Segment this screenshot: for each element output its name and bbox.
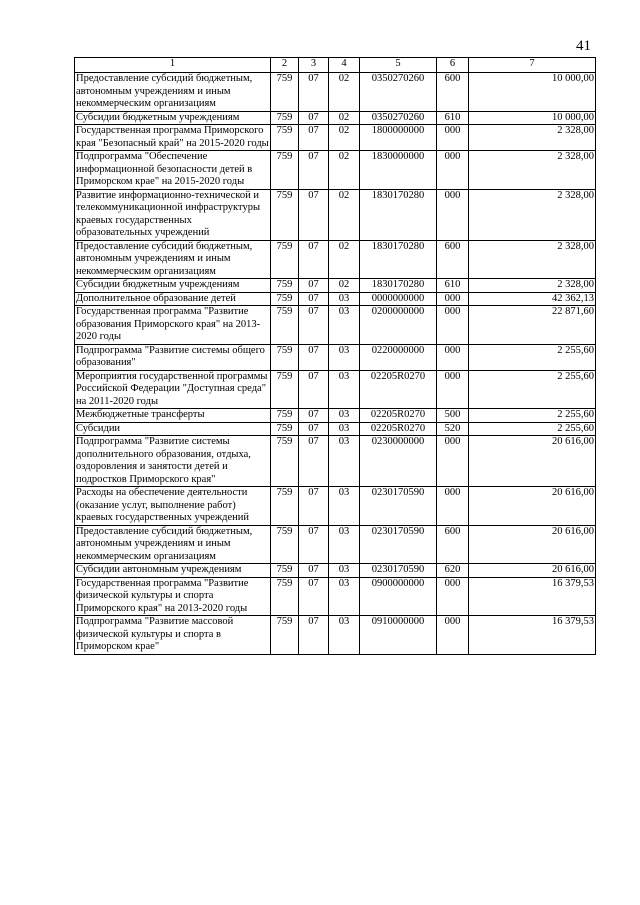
- row-admin-code: 759: [271, 189, 299, 240]
- row-subsection: 03: [329, 436, 360, 487]
- row-admin-code: 759: [271, 422, 299, 436]
- row-subsection: 03: [329, 344, 360, 370]
- row-subsection: 02: [329, 73, 360, 112]
- row-admin-code: 759: [271, 564, 299, 578]
- header-col-3: 3: [299, 58, 329, 73]
- row-subsection: 03: [329, 422, 360, 436]
- row-amount: 10 000,00: [469, 111, 596, 125]
- table-row: [75, 525, 596, 564]
- row-subsection: 03: [329, 577, 360, 616]
- row-name: Предоставление субсидий бюджетным, автономным учреждениям и иным некоммерческим организациям: [75, 73, 271, 112]
- row-name: Подпрограмма "Развитие системы общего образования": [75, 344, 271, 370]
- row-expense-type: 620: [437, 564, 469, 578]
- row-name: Субсидии бюджетным учреждениям: [75, 279, 271, 293]
- row-admin-code: 759: [271, 111, 299, 125]
- row-target-article: 0230170590: [360, 525, 437, 564]
- row-target-article: 0200000000: [360, 306, 437, 345]
- row-section: 07: [299, 111, 329, 125]
- row-target-article: 0900000000: [360, 577, 437, 616]
- header-col-6: 6: [437, 58, 469, 73]
- row-admin-code: 759: [271, 292, 299, 306]
- row-admin-code: 759: [271, 616, 299, 655]
- row-name: Субсидии автономным учреждениям: [75, 564, 271, 578]
- row-name: Межбюджетные трансферты: [75, 409, 271, 423]
- table-row: [75, 616, 596, 655]
- row-subsection: 02: [329, 189, 360, 240]
- row-admin-code: 759: [271, 525, 299, 564]
- row-subsection: 03: [329, 370, 360, 409]
- table-row: [75, 487, 596, 526]
- row-admin-code: 759: [271, 344, 299, 370]
- row-amount: 2 328,00: [469, 151, 596, 190]
- row-section: 07: [299, 564, 329, 578]
- row-name: Государственная программа "Развитие образования Приморского края" на 2013-2020 годы: [75, 306, 271, 345]
- row-amount: 20 616,00: [469, 564, 596, 578]
- row-amount: 22 871,60: [469, 306, 596, 345]
- row-amount: 16 379,53: [469, 616, 596, 655]
- row-expense-type: 600: [437, 240, 469, 279]
- row-target-article: 0230000000: [360, 436, 437, 487]
- row-expense-type: 000: [437, 306, 469, 345]
- row-expense-type: 610: [437, 279, 469, 293]
- row-admin-code: 759: [271, 279, 299, 293]
- row-target-article: 02205R0270: [360, 409, 437, 423]
- row-section: 07: [299, 422, 329, 436]
- row-subsection: 03: [329, 306, 360, 345]
- row-section: 07: [299, 344, 329, 370]
- table-row: [75, 436, 596, 487]
- row-target-article: 1830170280: [360, 189, 437, 240]
- table-row: [75, 125, 596, 151]
- table-row: [75, 370, 596, 409]
- row-admin-code: 759: [271, 240, 299, 279]
- table-row: [75, 409, 596, 423]
- row-expense-type: 000: [437, 487, 469, 526]
- row-expense-type: 000: [437, 189, 469, 240]
- row-admin-code: 759: [271, 306, 299, 345]
- row-expense-type: 000: [437, 292, 469, 306]
- row-expense-type: 610: [437, 111, 469, 125]
- row-target-article: 0350270260: [360, 73, 437, 112]
- table-row: [75, 564, 596, 578]
- row-target-article: 1830000000: [360, 151, 437, 190]
- row-section: 07: [299, 370, 329, 409]
- header-col-1: 1: [75, 58, 271, 73]
- header-col-5: 5: [360, 58, 437, 73]
- table-row: [75, 306, 596, 345]
- row-expense-type: 520: [437, 422, 469, 436]
- row-amount: 2 328,00: [469, 125, 596, 151]
- row-expense-type: 000: [437, 370, 469, 409]
- row-subsection: 03: [329, 409, 360, 423]
- row-expense-type: 600: [437, 73, 469, 112]
- row-expense-type: 000: [437, 151, 469, 190]
- row-section: 07: [299, 292, 329, 306]
- row-target-article: 0910000000: [360, 616, 437, 655]
- row-section: 07: [299, 616, 329, 655]
- table-row: [75, 577, 596, 616]
- row-amount: 2 328,00: [469, 240, 596, 279]
- header-col-4: 4: [329, 58, 360, 73]
- row-subsection: 03: [329, 564, 360, 578]
- row-name: Расходы на обеспечение деятельности (оказание услуг, выполнение работ) краевых государственных учреждений: [75, 487, 271, 526]
- row-target-article: 1800000000: [360, 125, 437, 151]
- row-target-article: 0350270260: [360, 111, 437, 125]
- row-name: Предоставление субсидий бюджетным, автономным учреждениям и иным некоммерческим организациям: [75, 240, 271, 279]
- row-section: 07: [299, 306, 329, 345]
- row-admin-code: 759: [271, 409, 299, 423]
- row-amount: 2 255,60: [469, 370, 596, 409]
- row-expense-type: 000: [437, 577, 469, 616]
- row-section: 07: [299, 409, 329, 423]
- row-section: 07: [299, 525, 329, 564]
- header-row: [75, 58, 596, 73]
- row-subsection: 03: [329, 616, 360, 655]
- row-name: Предоставление субсидий бюджетным, автономным учреждениям и иным некоммерческим организациям: [75, 525, 271, 564]
- row-section: 07: [299, 240, 329, 279]
- row-section: 07: [299, 151, 329, 190]
- row-amount: 42 362,13: [469, 292, 596, 306]
- row-target-article: 1830170280: [360, 279, 437, 293]
- row-amount: 20 616,00: [469, 436, 596, 487]
- row-expense-type: 000: [437, 125, 469, 151]
- table-row: [75, 422, 596, 436]
- row-admin-code: 759: [271, 73, 299, 112]
- table-row: [75, 73, 596, 112]
- budget-table: [74, 57, 596, 655]
- row-subsection: 02: [329, 111, 360, 125]
- row-expense-type: 500: [437, 409, 469, 423]
- row-target-article: 0220000000: [360, 344, 437, 370]
- row-amount: 10 000,00: [469, 73, 596, 112]
- page-number: 41: [576, 38, 591, 54]
- row-amount: 2 255,60: [469, 409, 596, 423]
- row-amount: 20 616,00: [469, 487, 596, 526]
- row-name: Государственная программа Приморского края "Безопасный край" на 2015-2020 годы: [76, 125, 269, 149]
- row-subsection: 03: [329, 525, 360, 564]
- row-target-article: 0230170590: [360, 487, 437, 526]
- row-name: Подпрограмма "Развитие системы дополнительного образования, отдыха, оздоровления и занятости детей и подростков Приморского края": [75, 436, 271, 487]
- row-name: Государственная программа "Развитие физической культуры и спорта Приморского края" на 2013-2020 годы: [75, 577, 271, 616]
- row-section: 07: [299, 189, 329, 240]
- row-name: Субсидии: [75, 422, 271, 436]
- row-subsection: 02: [329, 125, 360, 151]
- row-subsection: 02: [329, 240, 360, 279]
- row-admin-code: 759: [271, 436, 299, 487]
- row-target-article: 02205R0270: [360, 370, 437, 409]
- row-subsection: 03: [329, 487, 360, 526]
- row-admin-code: 759: [271, 370, 299, 409]
- row-name: Подпрограмма "Развитие массовой физической культуры и спорта в Приморском крае": [75, 616, 271, 655]
- row-admin-code: 759: [271, 125, 299, 151]
- row-subsection: 02: [329, 279, 360, 293]
- table-row: [75, 111, 596, 125]
- table-row: [75, 189, 596, 240]
- table-row: [75, 240, 596, 279]
- row-expense-type: 000: [437, 344, 469, 370]
- row-target-article: 02205R0270: [360, 422, 437, 436]
- row-subsection: 02: [329, 151, 360, 190]
- row-name: Дополнительное образование детей: [75, 292, 271, 306]
- table-body: [75, 73, 596, 655]
- row-amount: 16 379,53: [469, 577, 596, 616]
- row-name: Развитие информационно-технической и телекоммуникационной инфраструктуры краевых государственных образовательных учреждений: [75, 189, 271, 240]
- row-section: 07: [299, 125, 329, 151]
- row-amount: 2 328,00: [469, 189, 596, 240]
- row-name: Подпрограмма "Обеспечение информационной безопасности детей в Приморском крае" на 2015-2020 годы: [75, 151, 271, 190]
- row-amount: 2 255,60: [469, 344, 596, 370]
- row-name: Мероприятия государственной программы Российской Федерации "Доступная среда" на 2011-2020 годы: [75, 370, 271, 409]
- table-row: [75, 151, 596, 190]
- row-subsection: 03: [329, 292, 360, 306]
- row-section: 07: [299, 73, 329, 112]
- row-target-article: 0230170590: [360, 564, 437, 578]
- header-col-7: 7: [469, 58, 596, 73]
- row-name: Субсидии бюджетным учреждениям: [75, 111, 271, 125]
- row-expense-type: 600: [437, 525, 469, 564]
- row-admin-code: 759: [271, 487, 299, 526]
- row-expense-type: 000: [437, 436, 469, 487]
- row-target-article: 0000000000: [360, 292, 437, 306]
- row-section: 07: [299, 279, 329, 293]
- row-section: 07: [299, 577, 329, 616]
- row-target-article: 1830170280: [360, 240, 437, 279]
- row-admin-code: 759: [271, 577, 299, 616]
- row-amount: 2 255,60: [469, 422, 596, 436]
- table-row: [75, 344, 596, 370]
- table-row: [75, 279, 596, 293]
- row-admin-code: 759: [271, 151, 299, 190]
- table-row: [75, 292, 596, 306]
- row-section: 07: [299, 436, 329, 487]
- row-section: 07: [299, 487, 329, 526]
- row-expense-type: 000: [437, 616, 469, 655]
- header-col-2: 2: [271, 58, 299, 73]
- row-amount: 20 616,00: [469, 525, 596, 564]
- row-amount: 2 328,00: [469, 279, 596, 293]
